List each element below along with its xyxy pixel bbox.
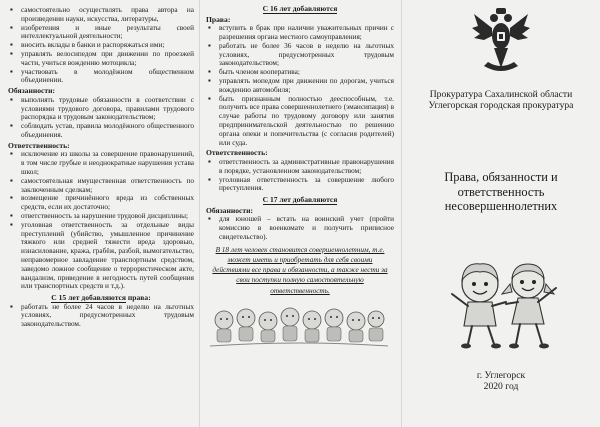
left-duties-list bbox=[8, 96, 194, 140]
age-15-list bbox=[8, 303, 194, 329]
cover-panel bbox=[402, 0, 600, 427]
title-line-1: Права, обязанности и bbox=[444, 170, 558, 184]
list-item: ▪ ответственность за административные правонарушения в порядке, установленном законодательством; bbox=[206, 158, 394, 176]
place-and-year bbox=[402, 370, 600, 392]
list-item: ▪ уголовная ответственность за отдельные виды преступлений (убийство, умышленное причинение тяжкого или средней тяжести вреда здоровью, изнасилование, кража, грабёж, разбой, вымогательство, неправомерное завладение транспортным средством, заведомо ложное сообщение о террористическом акте, вандализм, приведение в негодность путей сообщения или транспортных средств и т.д.). bbox=[8, 221, 194, 291]
middle-rights-list bbox=[206, 24, 394, 147]
list-item: ▪ выполнять трудовые обязанности в соответствии с условиями трудового договора, правилами трудового распорядка и трудовым законодательством; bbox=[8, 96, 194, 122]
age-17-heading-text: С 17 лет добавляются bbox=[262, 195, 338, 205]
list-item: ▪ вступить в брак при наличии уважительных причин с разрешения органа местного самоуправления; bbox=[206, 24, 394, 42]
title-line-3: несовершеннолетних bbox=[444, 199, 558, 213]
list-item: ▪ изобретения и иные результаты своей интеллектуальной деятельности; bbox=[8, 24, 194, 42]
children-row-graphic bbox=[206, 304, 392, 350]
middle-panel bbox=[198, 0, 400, 427]
list-item: ▪ работать не более 36 часов в неделю на льготных условиях, предусмотренных трудовым законодательством; bbox=[206, 42, 394, 68]
list-item: ▪ уголовная ответственность за совершение любого преступления. bbox=[206, 176, 394, 194]
age-16-heading-text: С 16 лет добавляются bbox=[262, 4, 338, 13]
two-children-illustration bbox=[442, 258, 564, 350]
liability-heading: Ответственность: bbox=[206, 148, 268, 158]
list-item: ▪ самостоятельная имущественная ответственность по заключенным сделкам; bbox=[8, 177, 194, 195]
age-16-heading bbox=[206, 4, 394, 14]
brochure-title bbox=[410, 170, 592, 214]
city-name: г. Углегорск bbox=[476, 370, 526, 381]
rights-heading: Права: bbox=[206, 14, 231, 24]
list-item: ▪ соблюдать устав, правила молодёжного общественного объединения. bbox=[8, 122, 194, 140]
list-item: ▪ самостоятельно осуществлять права автора на произведении науки, искусства, литературы, bbox=[8, 6, 194, 24]
list-item: ▪ управлять мопедом при движении по дорогам, учиться вождению автомобиля; bbox=[206, 77, 394, 95]
org-line-1: Прокуратура Сахалинской области bbox=[429, 89, 573, 100]
list-item: ▪ возмещение причинённого вреда из собственных средств, если их достаточно; bbox=[8, 194, 194, 212]
list-item: ▪ для юношей – встать на воинский учет (пройти комиссию в военкомате и получить приписное свидетельство). bbox=[206, 215, 394, 241]
list-item: ▪ исключение из школы за совершение правонарушений, в том числе грубые и неоднократные нарушения устава школ; bbox=[8, 150, 194, 176]
list-item: ▪ участвовать в молодёжном общественном объединении. bbox=[8, 68, 194, 86]
liability-heading: Ответственность: bbox=[8, 140, 70, 150]
middle-liability-list bbox=[206, 158, 394, 193]
duties-heading: Обязанности: bbox=[8, 86, 56, 96]
age-15-heading bbox=[8, 293, 194, 303]
children-illustration bbox=[206, 304, 394, 350]
title-line-2: ответственность bbox=[457, 184, 545, 199]
prosecutor-emblem-icon bbox=[470, 6, 532, 76]
organization-name bbox=[402, 89, 600, 111]
org-line-2: Углегорская городская прокуратура bbox=[428, 100, 574, 111]
list-item: ▪ ответственность за нарушение трудовой дисциплины; bbox=[8, 212, 194, 221]
year-label: 2020 год bbox=[483, 381, 519, 392]
list-item: ▪ быть признанным полностью дееспособным, т.е. получить все права совершеннолетнего (эмансипация) в случае работы по трудовому договору или занятия предпринимательской деятельностью по решению органа опеки и попечительства (с согласия родителей) или суда. bbox=[206, 95, 394, 148]
left-liability-list bbox=[8, 150, 194, 291]
middle-duties-list bbox=[206, 215, 394, 241]
list-item: ▪ быть членом кооператива; bbox=[206, 68, 394, 77]
age-17-heading bbox=[206, 195, 394, 205]
age-15-heading-suffix: права: bbox=[126, 293, 151, 303]
duties-heading: Обязанности: bbox=[206, 205, 254, 215]
list-item: ▪ вносить вклады в банки и распоряжаться ими; bbox=[8, 41, 194, 50]
list-item: ▪ управлять велосипедом при движении по проезжей части, учиться вождению мотоцикла; bbox=[8, 50, 194, 68]
list-item: ▪ работать не более 24 часов в неделю на льготных условиях, предусмотренных трудовым законодательством. bbox=[8, 303, 194, 329]
left-panel bbox=[0, 0, 198, 427]
left-rights-list bbox=[8, 6, 194, 85]
age-15-heading-text: С 15 лет добавляются bbox=[51, 293, 126, 303]
adulthood-note: В 18 лет человек становится совершеннолетним, т.е. может иметь и приобретать для себя своими действиями все права и обязанности, а также нести за свои поступки полную самостоятельную ответственность. bbox=[212, 245, 388, 295]
